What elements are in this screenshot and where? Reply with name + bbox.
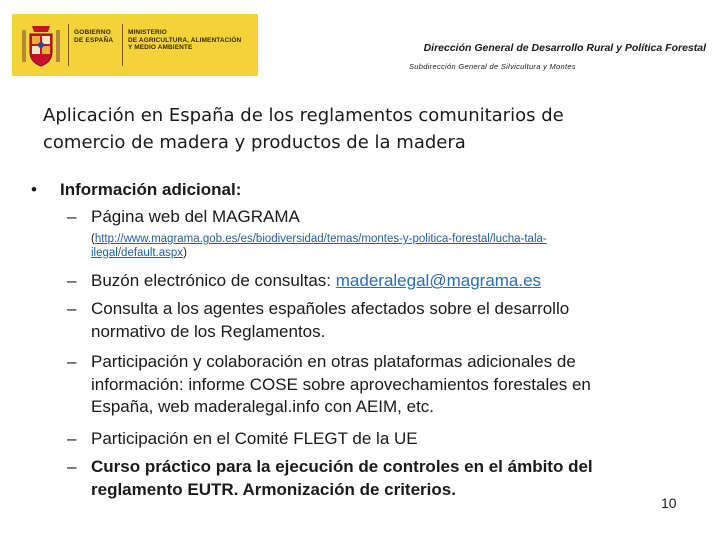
header-direccion: Dirección General de Desarrollo Rural y Política Forestal [423,42,706,54]
logo-divider [68,24,69,66]
curso-line: reglamento EUTR. Armonización de criterios. [91,479,456,499]
curso-line: Curso práctico para la ejecución de controles en el ámbito del [91,457,593,476]
participacion-line: Participación y colaboración en otras plataformas adicionales de [91,352,576,371]
gobierno-line: GOBIERNO [74,29,111,36]
logo-divider [122,24,123,66]
gobierno-text [74,29,118,44]
curso-item [91,456,593,501]
dash-marker: – [67,271,77,290]
dash-marker: – [67,429,77,448]
government-logo [12,14,258,76]
magrama-link-cont[interactable]: ilegal/default.aspx [91,246,184,259]
participacion-line: España, web maderalegal.info con AEIM, etc. [91,397,435,416]
web-item: Página web del MAGRAMA [91,207,300,226]
magrama-link[interactable]: http://www.magrama.gob.es/es/biodiversidad/temas/montes-y-politica-forestal/lucha-tala- [94,233,547,245]
consulta-item [91,298,569,343]
bullet-marker: • [31,180,37,199]
buzon-label: Buzón electrónico de consultas: [91,271,336,290]
email-link[interactable]: maderalegal@magrama.es [335,271,542,290]
consulta-line: Consulta a los agentes españoles afectados sobre el desarrollo [91,299,570,318]
bullet-heading: Información adicional: [60,180,242,199]
page-number: 10 [661,495,677,511]
title-line: Aplicación en España de los reglamentos comunitarios de [43,105,564,126]
slide-title [43,102,683,156]
participacion-item [91,351,591,419]
ministerio-text [128,29,241,52]
header-subdireccion: Subdirección General de Silvicultura y Montes [409,62,576,71]
web-url [91,233,661,260]
coat-of-arms-icon [20,22,62,69]
comite-item: Participación en el Comité FLEGT de la UE [91,429,418,448]
ministerio-line: DE AGRICULTURA, ALIMENTACIÓN [128,36,242,44]
title-line: comercio de madera y productos de la madera [43,132,466,153]
dash-marker: – [67,352,77,371]
buzon-item [91,270,541,293]
url-paren: ) [183,246,187,259]
url-paren: ( [91,233,95,245]
dash-marker: – [67,299,77,318]
ministerio-line: Y MEDIO AMBIENTE [128,44,193,51]
participacion-line: información: informe COSE sobre aprovechamientos forestales en [91,374,591,394]
dash-marker: – [67,207,77,226]
consulta-line: normativo de los Reglamentos. [91,321,326,341]
ministerio-line: MINISTERIO [128,29,167,36]
gobierno-line: DE ESPAÑA [74,36,114,44]
dash-marker: – [67,457,77,476]
